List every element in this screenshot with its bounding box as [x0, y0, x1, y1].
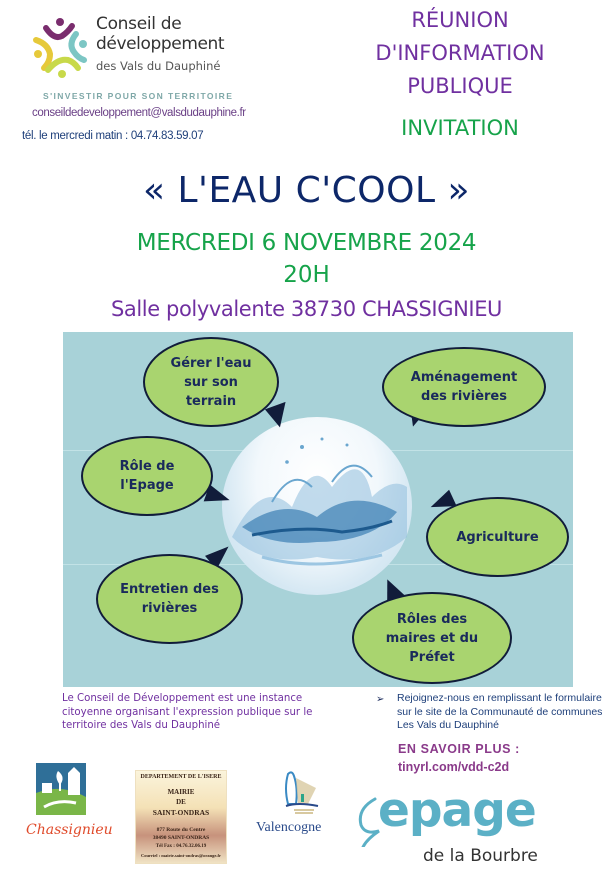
topic-bubble-amenagement — [382, 347, 546, 427]
event-title: « L'EAU C'COOL » — [143, 170, 470, 211]
topic-line: Aménagement — [410, 370, 518, 385]
join-text: Rejoignez-nous en remplissant le formulaire sur le site de la Communauté de communes Les Vals du Dauphiné — [397, 692, 603, 731]
epage-logo-text: epage — [378, 783, 536, 838]
org-name-line1: Conseil de — [96, 14, 182, 34]
conseil-description: Le Conseil de Développement est une instance citoyenne organisant l'expression publique sur le territoire des Vals du Dauphiné — [62, 693, 313, 731]
topic-bubble-gerer — [143, 337, 279, 427]
arrow-bullet-icon: ➢ — [376, 694, 385, 705]
epage-logo-subtitle: de la Bourbre — [423, 846, 538, 866]
learn-more-label: EN SAVOIR PLUS : — [398, 742, 520, 756]
chassignieu-logo-text: Chassignieu — [26, 822, 113, 838]
contact-phone: tél. le mercredi matin : 04.74.83.59.07 — [22, 130, 204, 142]
ondras-line: MAIRIE — [167, 788, 195, 796]
topic-line: Agriculture — [456, 529, 539, 545]
ondras-line: Tél Fax : 04.76.32.06.19 — [155, 844, 207, 849]
event-date: MERCREDI 6 NOVEMBRE 2024 — [136, 230, 477, 256]
topic-line: rivières — [141, 601, 198, 616]
topic-line: Rôle de — [119, 459, 175, 474]
conseil-developpement-logo-icon — [28, 14, 93, 79]
learn-more-link[interactable]: tinyrl.com/vdd-c2d — [398, 760, 510, 774]
meeting-type-heading — [360, 4, 560, 103]
meeting-type-line: RÉUNION — [411, 8, 509, 32]
invitation-label: INVITATION — [401, 116, 519, 140]
meeting-type-line: PUBLIQUE — [407, 74, 513, 98]
topic-bubble-agriculture — [426, 497, 569, 577]
topic-line: l'Epage — [120, 478, 174, 493]
event-place: Salle polyvalente 38730 CHASSIGNIEU — [110, 297, 503, 321]
ondras-line: 38490 SAINT-ONDRAS — [152, 835, 210, 841]
topic-bubble-roles — [352, 592, 512, 684]
topic-line: Gérer l'eau — [170, 355, 252, 371]
org-name-line3: des Vals du Dauphiné — [96, 59, 221, 73]
valencogne-logo-icon — [268, 768, 323, 816]
topic-line: maires et du — [385, 630, 479, 646]
org-tagline: S'INVESTIR POUR SON TERRITOIRE — [43, 91, 234, 101]
org-name-line2: développement — [96, 34, 225, 54]
ondras-line: 877 Route du Centre — [156, 827, 206, 833]
ondras-line: DE — [176, 798, 186, 806]
topic-line: sur son — [184, 374, 238, 390]
valencogne-logo-text: Valencogne — [256, 820, 322, 835]
meeting-type-line: D'INFORMATION — [375, 41, 545, 65]
topic-line: Entretien des — [120, 582, 219, 597]
ondras-line: SAINT-ONDRAS — [152, 808, 210, 817]
topic-line: des rivières — [421, 389, 507, 404]
water-splash-image — [222, 417, 412, 595]
topic-line: Rôles des — [396, 611, 468, 627]
topic-line: Préfet — [409, 649, 455, 665]
event-time: 20H — [283, 262, 330, 288]
chassignieu-logo-icon — [36, 763, 86, 815]
ondras-line: Courriel : mairie.saint-ondras@orange.fr — [141, 853, 221, 858]
topic-bubble-epage — [81, 436, 213, 516]
contact-email[interactable]: conseildedeveloppement@valsdudauphine.fr — [32, 107, 246, 119]
mairie-saint-ondras-logo — [135, 770, 227, 864]
ondras-line: DEPARTEMENT DE L'ISERE — [140, 774, 222, 780]
topic-bubble-entretien — [96, 554, 243, 644]
topic-line: terrain — [185, 393, 237, 409]
